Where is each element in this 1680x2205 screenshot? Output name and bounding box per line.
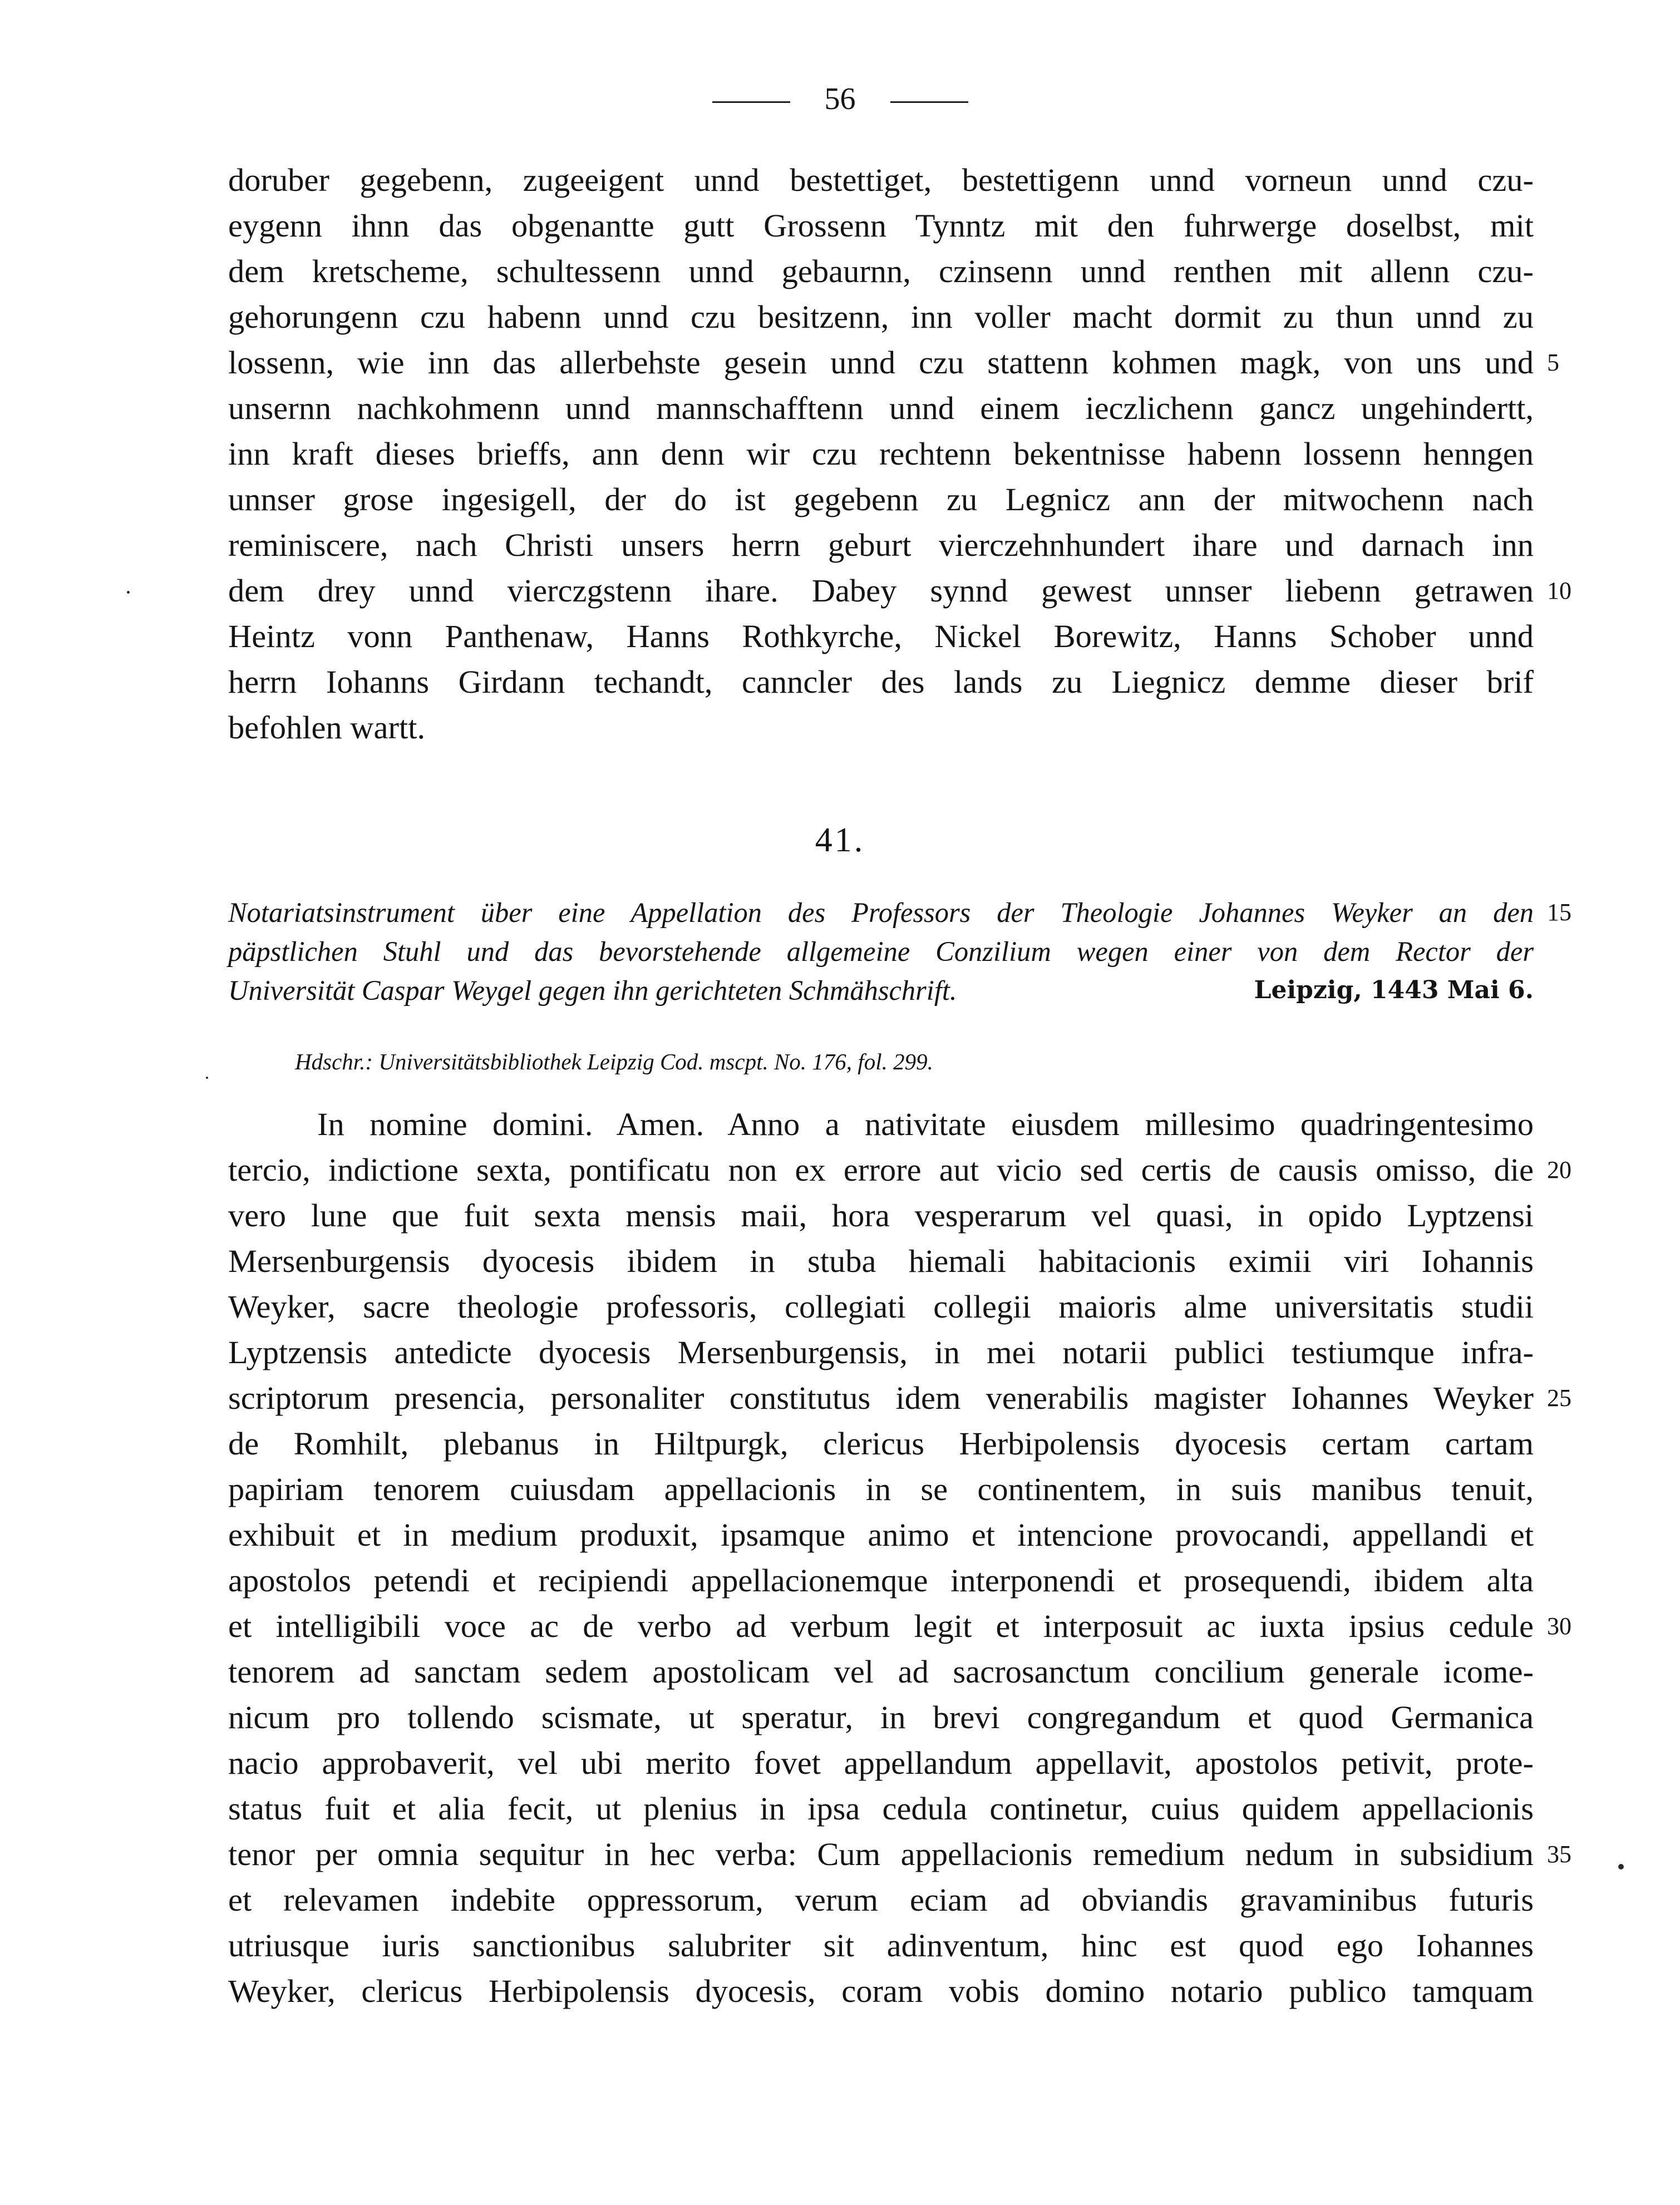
text-line: apostolos petendi et recipiendi appellacionemque interponendi et prosequendi, ibidem alta [228,1562,1534,1599]
text-line: tenorem ad sanctam sedem apostolicam vel ad sacrosanctum concilium generale icome- [228,1654,1534,1690]
text-line: dem kretscheme, schultessenn unnd gebaurnn, czinsenn unnd renthen mit allenn czu- [228,253,1534,289]
text-line: Heintz vonn Panthenaw, Hanns Rothkyrche, Nickel Borewitz, Hanns Schober unnd [228,618,1534,654]
regest-line-text: Universität Caspar Weygel gegen ihn gerichteten Schmähschrift. [228,975,957,1006]
text-line: lossenn, wie inn das allerbehste gesein unnd czu stattenn kohmen magk, von uns und [228,344,1534,381]
text-line: status fuit et alia fecit, ut plenius in ipsa cedula continetur, cuius quidem appellacionis [228,1790,1534,1827]
source-note: Hdschr.: Universitätsbibliothek Leipzig Cod. mscpt. No. 176, fol. 299. [295,1049,933,1074]
line-number: 30 [1547,1612,1571,1640]
page-header [0,72,1680,126]
line-number: 20 [1547,1156,1571,1183]
text-line: tercio, indictione sexta, pontificatu non ex errore aut vicio sed certis de causis omisso, die [228,1152,1534,1188]
text-line: nacio approbaverit, vel ubi merito fovet appellandum appellavit, apostolos petivit, prote- [228,1745,1534,1781]
line-number: 25 [1547,1384,1571,1412]
text-line: unnser grose ingesigell, der do ist gegebenn zu Legnicz ann der mitwochenn nach [228,481,1534,517]
text-line: Weyker, sacre theologie professoris, collegiati collegii maioris alme universitatis studii [228,1289,1534,1325]
regest-line: päpstlichen Stuhl und das bevorstehende allgemeine Conzilium wegen einer von dem Rector der [228,936,1534,967]
text-line: Mersenburgensis dyocesis ibidem in stuba hiemali habitacionis eximii viri Iohannis [228,1243,1534,1279]
header-rule-right [890,101,968,103]
line-number: 35 [1547,1841,1571,1868]
text-line: reminiscere, nach Christi unsers herrn geburt vierczehnhundert ihare und darnach inn [228,527,1534,563]
text-line: dem drey unnd vierczgstenn ihare. Dabey synnd gewest unnser liebenn getrawen [228,573,1534,609]
text-line: eygenn ihnn das obgenantte gutt Grossenn Tynntz mit den fuhrwerge doselbst, mit [228,208,1534,244]
line-number: 15 [1547,899,1571,926]
scan-speck [127,591,130,594]
text-line: gehorungenn czu habenn unnd czu besitzenn, inn voller macht dormit zu thun unnd zu [228,299,1534,335]
text-line: Weyker, clericus Herbipolensis dyocesis, coram vobis domino notario publico tamquam [228,1973,1534,2009]
text-line: et relevamen indebite oppressorum, verum eciam ad obviandis gravaminibus futuris [228,1882,1534,1918]
text-line: In nomine domini. Amen. Anno a nativitate eiusdem millesimo quadringentesimo [317,1106,1534,1142]
scan-speck [1618,1864,1624,1869]
text-line: tenor per omnia sequitur in hec verba: Cum appellacionis remedium nedum in subsidium [228,1836,1534,1872]
text-line: herrn Iohanns Girdann techandt, canncler des lands zu Liegnicz demme dieser brif [228,664,1534,700]
text-line: nicum pro tollendo scismate, ut speratur, in brevi congregandum et quod Germanica [228,1699,1534,1735]
page-number: 56 [824,82,856,116]
scan-speck [206,1077,208,1079]
text-line: befohlen wartt. [228,709,426,746]
text-line: papiriam tenorem cuiusdam appellacionis in se continentem, in suis manibus tenuit, [228,1471,1534,1507]
text-line: exhibuit et in medium produxit, ipsamque animo et intencione provocandi, appellandi et [228,1517,1534,1553]
text-line: vero lune que fuit sexta mensis maii, hora vesperarum vel quasi, in opido Lyptzensi [228,1197,1534,1234]
text-line: Lyptzensis antedicte dyocesis Mersenburgensis, in mei notarii publici testiumque infra- [228,1334,1534,1370]
line-number: 10 [1547,577,1571,604]
text-line: scriptorum presencia, personaliter constitutus idem venerabilis magister Iohannes Weyker [228,1380,1534,1416]
regest-line [228,971,1534,1010]
text-line: et intelligibili voce ac de verbo ad verbum legit et interposuit ac iuxta ipsius cedule [228,1608,1534,1644]
text-line: inn kraft dieses brieffs, ann denn wir czu rechtenn bekentnisse habenn lossenn henngen [228,436,1534,472]
text-line: unsernn nachkohmenn unnd mannschafftenn unnd einem ieczlichenn gancz ungehindertt, [228,390,1534,426]
place-date: Leipzig, 1443 Mai 6. [1254,976,1534,1004]
regest-line: Notariatsinstrument über eine Appellation des Professors der Theologie Johannes Weyker an den [228,897,1534,928]
line-number: 5 [1547,349,1559,376]
text-line: utriusque iuris sanctionibus salubriter sit adinventum, hinc est quod ego Iohannes [228,1927,1534,1964]
text-line: de Romhilt, plebanus in Hiltpurgk, clericus Herbipolensis dyocesis certam cartam [228,1425,1534,1462]
document-number: 41. [815,821,865,859]
text-line: doruber gegebenn, zugeeigent unnd bestettiget, bestettigenn unnd vorneun unnd czu- [228,162,1534,198]
header-rule-left [712,101,790,103]
